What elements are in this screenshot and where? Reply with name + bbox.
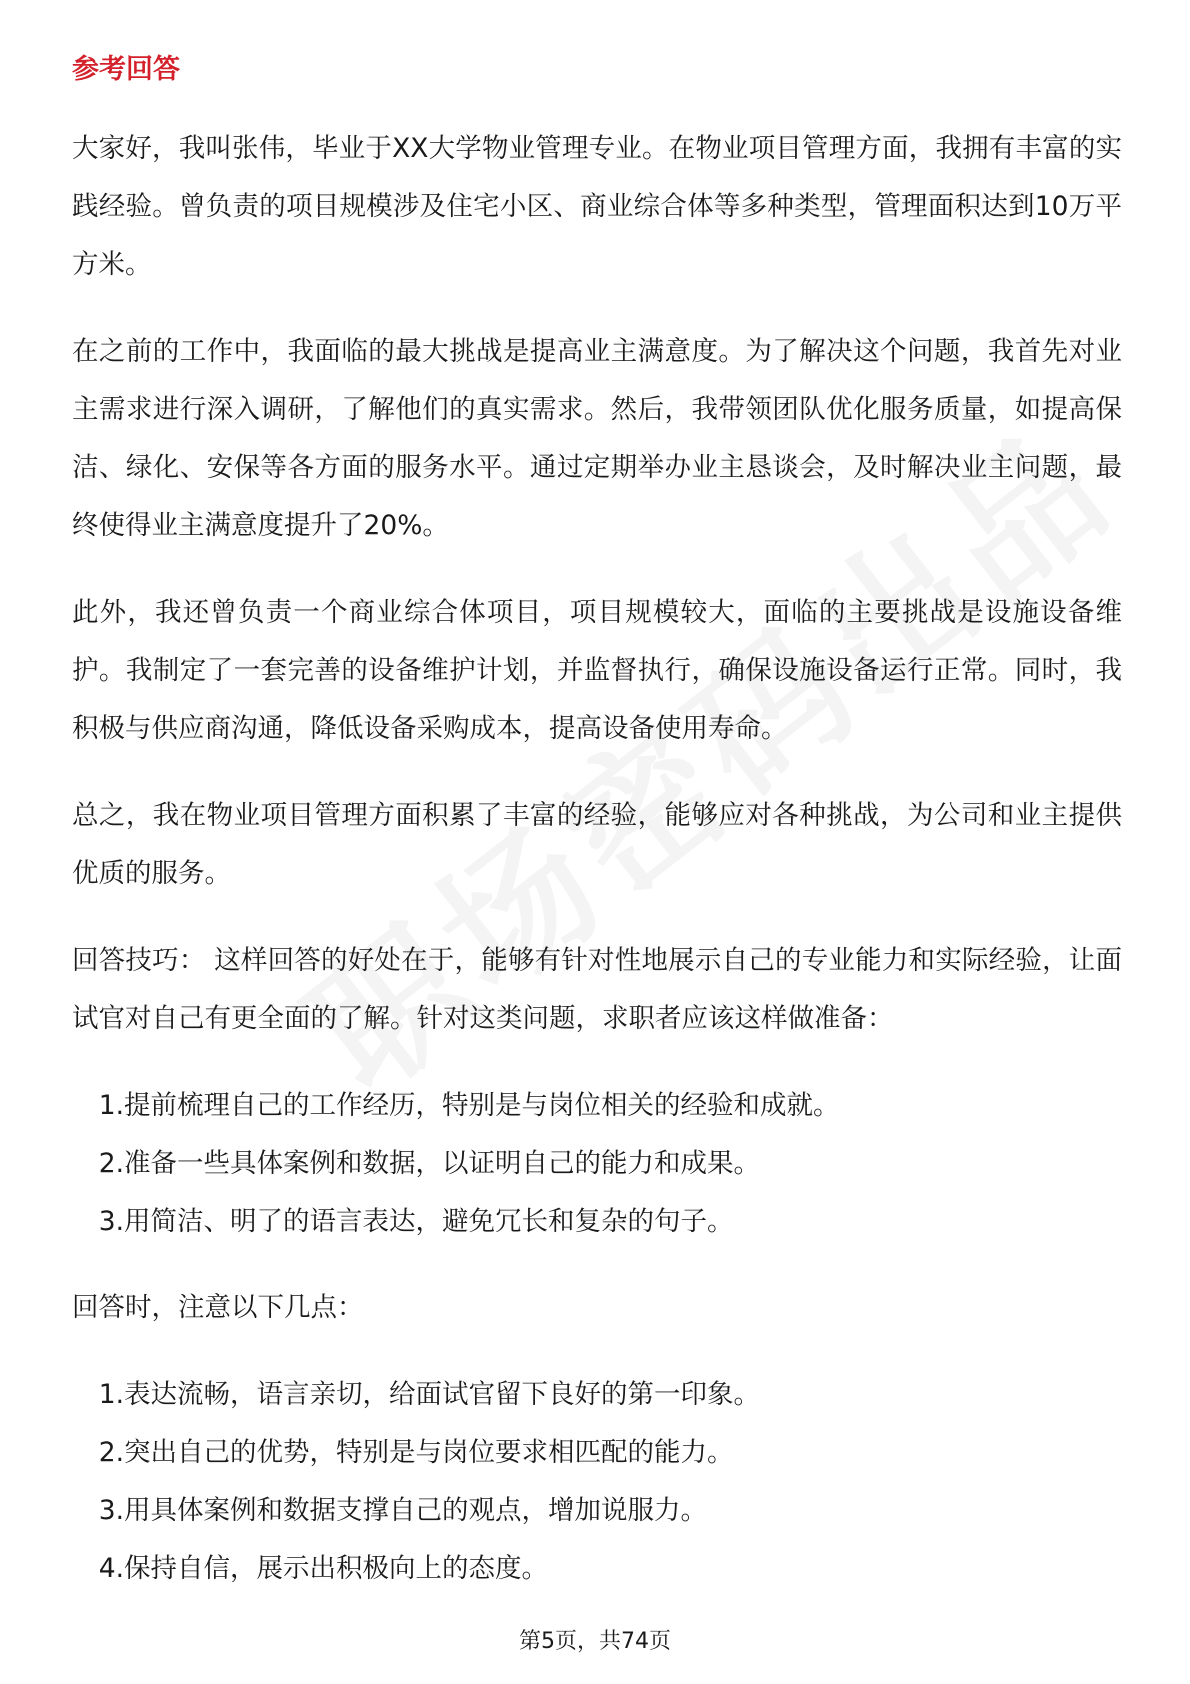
list-item	[72, 1077, 1122, 1135]
list-item	[72, 1366, 1122, 1424]
list-number: 3.	[98, 1206, 124, 1237]
paragraph-commercial-project: 此外，我还曾负责一个商业综合体项目，项目规模较大，面临的主要挑战是设施设备维护。我制定了一套完善的设备维护计划，并监督执行，确保设施设备运行正常。同时，我积极与供应商沟通，降低设备采购成本，提高设备使用寿命。	[72, 597, 1122, 744]
list-item	[72, 1135, 1122, 1193]
list-text: 突出自己的优势，特别是与岗位要求相匹配的能力。	[124, 1437, 734, 1468]
list-text: 准备一些具体案例和数据，以证明自己的能力和成果。	[124, 1148, 760, 1179]
paragraph-summary: 总之，我在物业项目管理方面积累了丰富的经验，能够应对各种挑战，为公司和业主提供优质的服务。	[72, 800, 1122, 889]
paragraph-answer-tips: 回答技巧： 这样回答的好处在于，能够有针对性地展示自己的专业能力和实际经验，让面试官对自己有更全面的了解。针对这类问题，求职者应该这样做准备：	[72, 945, 1122, 1034]
list-number: 2.	[98, 1148, 124, 1179]
page-footer: 第5页，共74页	[519, 1629, 671, 1654]
paragraph-challenge: 在之前的工作中，我面临的最大挑战是提高业主满意度。为了解决这个问题，我首先对业主需求进行深入调研，了解他们的真实需求。然后，我带领团队优化服务质量，如提高保洁、绿化、安保等各方面的服务水平。通过定期举办业主恳谈会，及时解决业主问题，最终使得业主满意度提升了20%。	[72, 336, 1122, 541]
list-number: 2.	[98, 1437, 124, 1468]
list-item	[72, 1193, 1122, 1251]
list-text: 表达流畅，语言亲切，给面试官留下良好的第一印象。	[124, 1379, 760, 1410]
list-number: 4.	[98, 1553, 124, 1584]
notes-list	[72, 1366, 1122, 1598]
list-item	[72, 1540, 1122, 1598]
content-area	[72, 50, 1122, 1626]
list-text: 提前梳理自己的工作经历，特别是与岗位相关的经验和成就。	[124, 1090, 840, 1121]
list-number: 3.	[98, 1495, 124, 1526]
list-text: 保持自信，展示出积极向上的态度。	[124, 1553, 548, 1584]
list-text: 用简洁、明了的语言表达，避免冗长和复杂的句子。	[124, 1206, 734, 1237]
notes-intro: 回答时，注意以下几点：	[72, 1292, 364, 1323]
list-text: 用具体案例和数据支撑自己的观点，增加说服力。	[124, 1495, 707, 1526]
prep-list	[72, 1077, 1122, 1251]
section-title: 参考回答	[72, 54, 180, 85]
list-number: 1.	[98, 1379, 124, 1410]
paragraph-intro: 大家好，我叫张伟，毕业于XX大学物业管理专业。在物业项目管理方面，我拥有丰富的实践经验。曾负责的项目规模涉及住宅小区、商业综合体等多种类型，管理面积达到10万平方米。	[72, 133, 1122, 280]
list-item	[72, 1482, 1122, 1540]
list-item	[72, 1424, 1122, 1482]
list-number: 1.	[98, 1090, 124, 1121]
